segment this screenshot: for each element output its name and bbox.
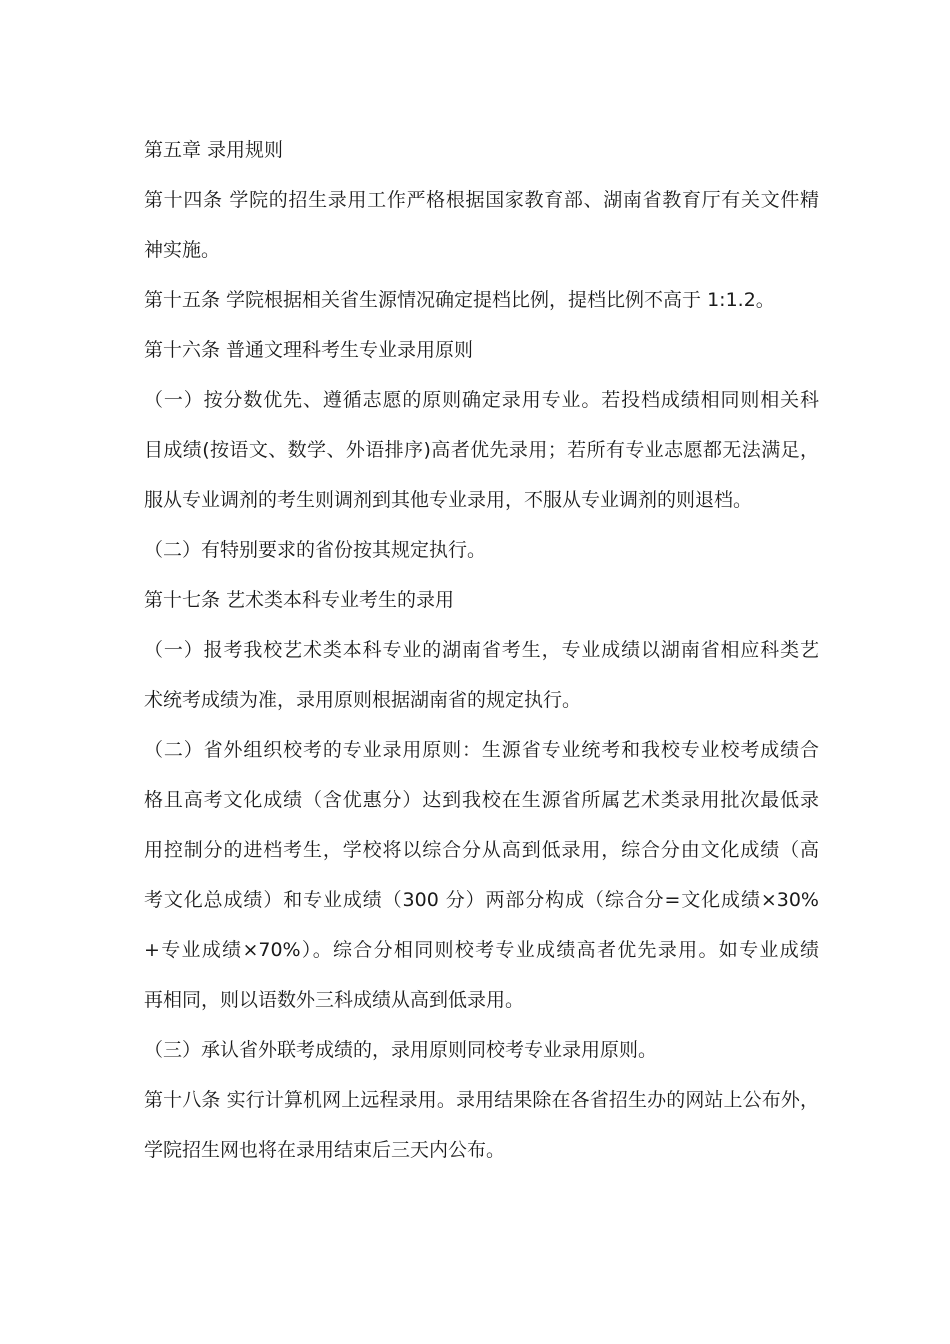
chapter-heading: 第五章 录用规则 xyxy=(144,139,284,161)
article-16-item-2: （二）有特别要求的省份按其规定执行。 xyxy=(144,539,487,561)
article-17-item-2-line-4: 考文化总成绩）和专业成绩（300 分）两部分构成（综合分=文化成绩×30% xyxy=(144,889,819,911)
article-15: 第十五条 学院根据相关省生源情况确定提档比例，提档比例不高于 1:1.2。 xyxy=(144,289,775,311)
article-16-item-1-line-2: 目成绩(按语文、数学、外语排序)高者优先录用；若所有专业志愿都无法满足， xyxy=(144,439,819,461)
article-17-item-1-line-2: 术统考成绩为准，录用原则根据湖南省的规定执行。 xyxy=(144,689,582,711)
article-16-heading: 第十六条 普通文理科考生专业录用原则 xyxy=(144,339,474,361)
article-17-item-2-line-5: +专业成绩×70%）。综合分相同则校考专业成绩高者优先录用。如专业成绩 xyxy=(144,939,819,961)
article-18-line-2: 学院招生网也将在录用结束后三天内公布。 xyxy=(144,1139,506,1161)
article-17-item-2-line-2: 格且高考文化成绩（含优惠分）达到我校在生源省所属艺术类录用批次最低录 xyxy=(144,789,819,811)
article-17-item-2-line-1: （二）省外组织校考的专业录用原则：生源省专业统考和我校专业校考成绩合 xyxy=(144,739,819,761)
article-17-item-2-line-6: 再相同，则以语数外三科成绩从高到低录用。 xyxy=(144,989,525,1011)
article-17-item-1-line-1: （一）报考我校艺术类本科专业的湖南省考生，专业成绩以湖南省相应科类艺 xyxy=(144,639,819,661)
article-18-line-1: 第十八条 实行计算机网上远程录用。录用结果除在各省招生办的网站上公布外， xyxy=(144,1089,819,1111)
article-17-heading: 第十七条 艺术类本科专业考生的录用 xyxy=(144,589,455,611)
article-17-item-2-line-3: 用控制分的进档考生，学校将以综合分从高到低录用，综合分由文化成绩（高 xyxy=(144,839,819,861)
article-14-line-2: 神实施。 xyxy=(144,239,221,261)
article-17-item-3: （三）承认省外联考成绩的，录用原则同校考专业录用原则。 xyxy=(144,1039,658,1061)
article-16-item-1-line-3: 服从专业调剂的考生则调剂到其他专业录用，不服从专业调剂的则退档。 xyxy=(144,489,753,511)
article-16-item-1-line-1: （一）按分数优先、遵循志愿的原则确定录用专业。若投档成绩相同则相关科 xyxy=(144,389,819,411)
document-page xyxy=(144,125,819,1175)
article-14-line-1: 第十四条 学院的招生录用工作严格根据国家教育部、湖南省教育厅有关文件精 xyxy=(144,189,819,211)
